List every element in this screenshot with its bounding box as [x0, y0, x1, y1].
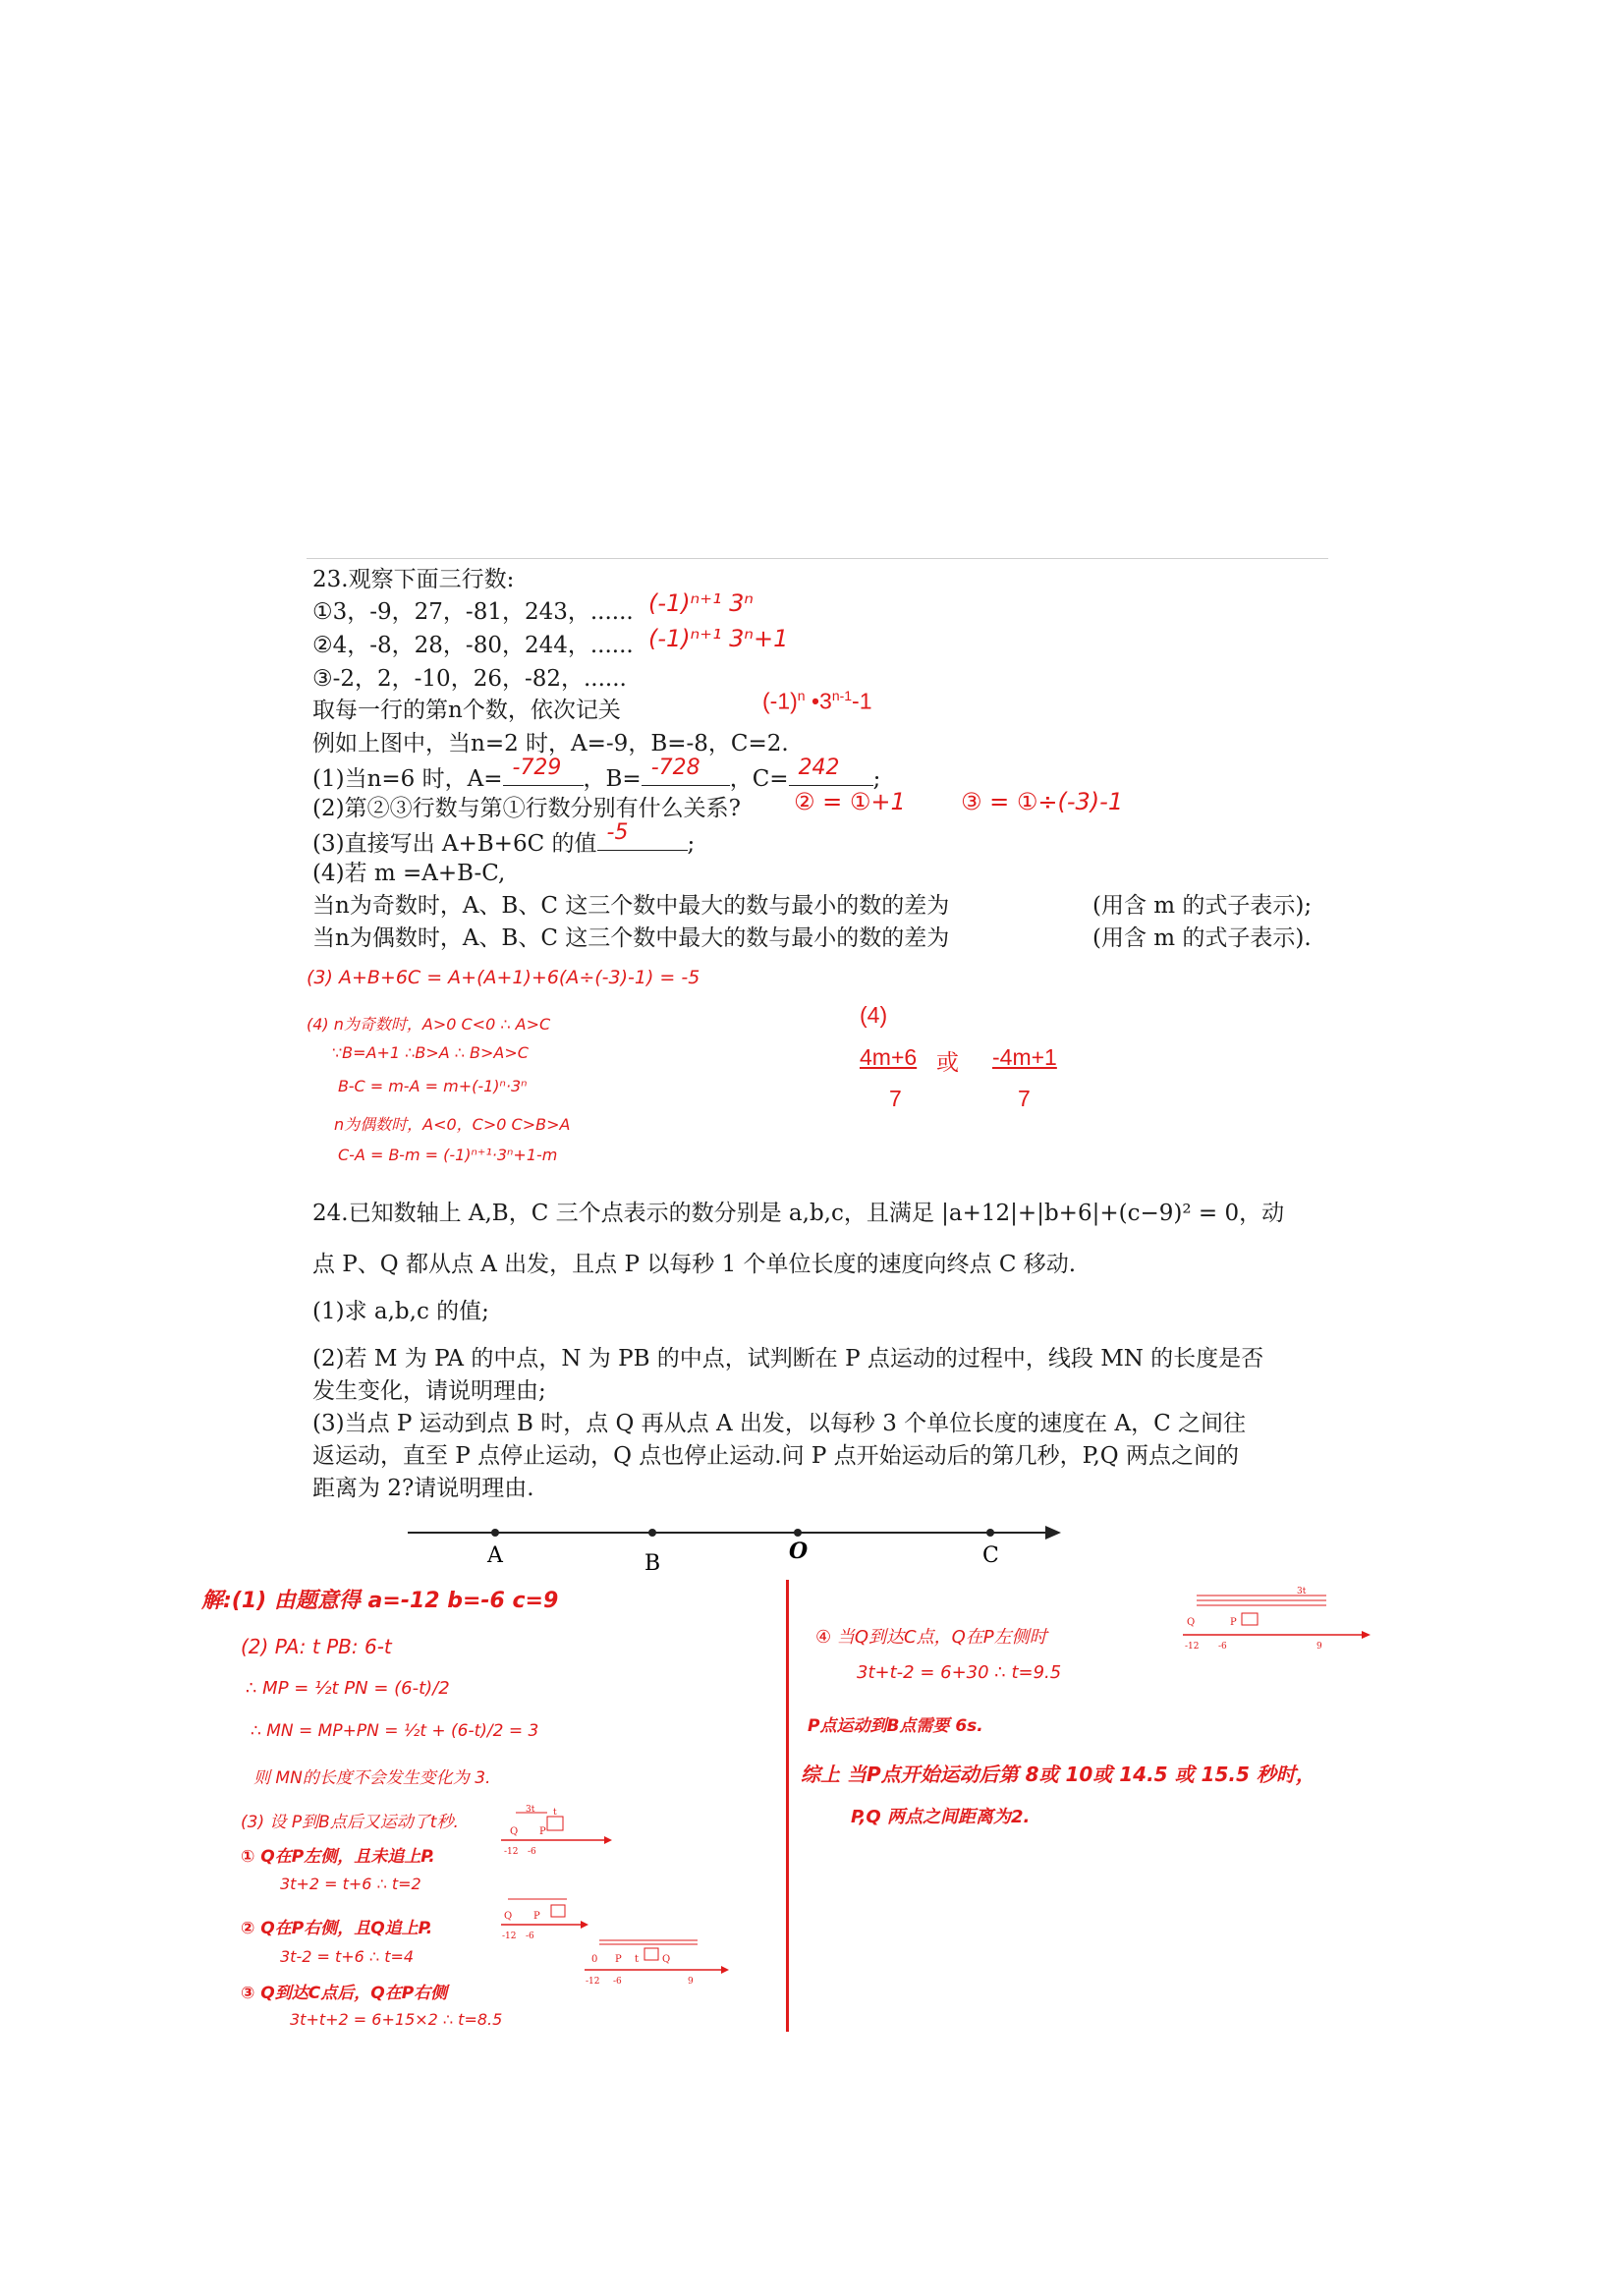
q24-part2-b: 发生变化，请说明理由; [312, 1378, 546, 1404]
q23-part3: (3)直接写出 A+B+6C 的值 -5 ; [312, 820, 696, 857]
sol-left-8: 3t+2 = t+6 ∴ t=2 [280, 1875, 421, 1893]
q23-row2: ②4，-8，28，-80，244，...... [312, 633, 634, 658]
q23-example: 例如上图中，当n=2 时，A=-9，B=-8，C=2. [312, 731, 789, 756]
p2-answer-a: ② = ①+1 [794, 788, 906, 815]
solution-divider [786, 1580, 789, 2032]
svg-text:-12: -12 [586, 1977, 600, 1987]
svg-text:-12: -12 [504, 1847, 519, 1857]
svg-text:-6: -6 [526, 1932, 534, 1941]
sol-left-5: 则 MN的长度不会发生变化为 3. [253, 1768, 491, 1788]
q23-part4-even-end: (用含 m 的式子表示). [1092, 925, 1312, 951]
svg-text:-6: -6 [1218, 1642, 1227, 1652]
svg-text:-6: -6 [613, 1977, 622, 1987]
sol-left-12: 3t+t+2 = 6+15×2 ∴ t=8.5 [290, 2010, 503, 2029]
sol-left-7: ① Q在P左侧，且未追上P. [241, 1847, 435, 1867]
svg-text:Q: Q [662, 1954, 671, 1965]
svg-text:Q: Q [504, 1911, 513, 1922]
svg-text:9: 9 [688, 1977, 694, 1987]
label-o: O [789, 1539, 809, 1564]
sol-left-3: ∴ MP = ½t PN = (6-t)/2 [246, 1678, 450, 1699]
label-a: A [487, 1543, 503, 1568]
q23-part1: (1)当n=6 时，A= -729 ，B= -728 ，C= 242 ; [312, 756, 881, 792]
svg-text:3t: 3t [526, 1805, 535, 1815]
svg-text:-12: -12 [502, 1932, 517, 1941]
svg-text:Q: Q [510, 1826, 519, 1837]
sol-right-5: P,Q 两点之间距离为2. [851, 1807, 1031, 1827]
row2-formula: (-1)ⁿ⁺¹ 3ⁿ+1 [648, 625, 789, 652]
q23-row1: ①3，-9，27，-81，243，...... [312, 599, 634, 625]
row3-formula: $(-1)^n$ •3$^{n-1}$-1 [762, 688, 872, 714]
sol-right-4: 综上 当P点开始运动后第 8或 10或 14.5 或 15.5 秒时， [801, 1763, 1315, 1786]
blank-a: -729 [503, 761, 584, 786]
work-3: (3) A+B+6C = A+(A+1)+6(A÷(-3)-1) = -5 [307, 967, 700, 988]
q23-title: 23.观察下面三行数: [312, 567, 515, 592]
q24-part3-a: (3)当点 P 运动到点 B 时，点 Q 再从点 A 出发，以每秒 3 个单位长度的速度在 A，C 之间往 [312, 1411, 1246, 1436]
sol-right-1: ④ 当Q到达C点，Q在P左侧时 [815, 1627, 1047, 1648]
sol-left-6: (3) 设 P到B点后又运动了t秒. [241, 1813, 459, 1832]
sketch-case-4 [1179, 1584, 1375, 1652]
work-4-line-5: C-A = B-m = (-1)ⁿ⁺¹·3ⁿ+1-m [338, 1146, 558, 1164]
q23-row3: ③-2，2，-10，26，-82，...... [312, 666, 627, 692]
typed-4-or: 或 [936, 1049, 959, 1075]
work-4-line-1: (4) n为奇数时，A>0 C<0 ∴ A>C [307, 1015, 551, 1034]
work-4-line-2: ∵B=A+1 ∴B>A ∴ B>A>C [332, 1043, 529, 1062]
svg-text:3t: 3t [1297, 1587, 1307, 1596]
typed-4-den1: 7 [889, 1086, 902, 1111]
svg-text:P: P [615, 1954, 622, 1965]
p2-answer-b: ③ = ①÷(-3)-1 [961, 788, 1124, 815]
typed-4-den2: 7 [1018, 1086, 1031, 1111]
work-4-line-3: B-C = m-A = m+(-1)ⁿ·3ⁿ [338, 1077, 528, 1095]
sol-left-4: ∴ MN = MP+PN = ½t + (6-t)/2 = 3 [251, 1721, 539, 1741]
q23-take: 取每一行的第n个数，依次记关 [312, 698, 621, 723]
q23-part4-even: 当n为偶数时，A、B、C 这三个数中最大的数与最小的数的差为 [312, 925, 950, 951]
q23-part4: (4)若 m =A+B-C, [312, 861, 506, 886]
point-b [648, 1529, 656, 1537]
sol-right-2: 3t+t-2 = 6+30 ∴ t=9.5 [857, 1662, 1062, 1683]
label-c: C [982, 1543, 999, 1568]
svg-text:-6: -6 [528, 1847, 536, 1857]
point-c [986, 1529, 994, 1537]
q24-part3-c: 距离为 2?请说明理由. [312, 1476, 534, 1501]
svg-text:t: t [635, 1954, 640, 1965]
sol-left-9: ② Q在P右侧，且Q追上P. [241, 1919, 433, 1938]
axis-arrow-icon [1045, 1526, 1061, 1540]
sketch-case-1 [496, 1803, 614, 1862]
point-o [794, 1529, 802, 1537]
top-rule [307, 558, 1328, 559]
svg-text:P: P [1230, 1617, 1237, 1628]
typed-4-label: (4) [860, 1002, 888, 1028]
svg-text:P: P [539, 1826, 546, 1837]
typed-4-num2: -4m+1 [992, 1044, 1057, 1070]
q24-line1: 24.已知数轴上 A,B，C 三个点表示的数分别是 a,b,c，且满足 |a+12|+|b+6|+(c−9)² = 0，动 [312, 1201, 1285, 1226]
svg-text:Q: Q [1187, 1617, 1196, 1628]
row1-formula: (-1)ⁿ⁺¹ 3ⁿ [648, 589, 754, 617]
blank-c: 242 [789, 761, 873, 786]
svg-text:0: 0 [591, 1954, 598, 1965]
label-b: B [644, 1551, 661, 1576]
q23-part4-odd: 当n为奇数时，A、B、C 这三个数中最大的数与最小的数的差为 [312, 893, 950, 919]
sol-right-3: P点运动到B点需要 6s. [808, 1716, 983, 1736]
q23-part2: (2)第②③行数与第①行数分别有什么关系? [312, 796, 741, 821]
q24-part3-b: 返运动，直至 P 点停止运动，Q 点也停止运动.问 P 点开始运动后的第几秒，P,Q 两点之间的 [312, 1443, 1239, 1469]
blank-b: -728 [642, 761, 730, 786]
sol-left-10: 3t-2 = t+6 ∴ t=4 [280, 1947, 415, 1966]
work-4-line-4: n为偶数时，A<0，C>0 C>B>A [334, 1115, 571, 1134]
q24-part1: (1)求 a,b,c 的值; [312, 1299, 489, 1324]
svg-text:t: t [553, 1808, 557, 1818]
number-line [393, 1513, 1081, 1582]
svg-text:P: P [533, 1911, 540, 1922]
sol-left-1: 解:(1) 由题意得 a=-12 b=-6 c=9 [201, 1589, 559, 1613]
q23-part4-odd-end: (用含 m 的式子表示); [1092, 893, 1313, 919]
point-a [491, 1529, 499, 1537]
sol-left-2: (2) PA: t PB: 6-t [241, 1635, 392, 1658]
sol-left-11: ③ Q到达C点后，Q在P右侧 [241, 1984, 448, 2003]
typed-4-num1: 4m+6 [860, 1044, 918, 1070]
q24-line2: 点 P、Q 都从点 A 出发，且点 P 以每秒 1 个单位长度的速度向终点 C 移动. [312, 1252, 1077, 1277]
svg-text:-12: -12 [1185, 1642, 1200, 1652]
blank-p3: -5 [597, 826, 688, 851]
sketch-case-3 [580, 1931, 737, 1989]
svg-text:9: 9 [1316, 1642, 1322, 1652]
q24-part2-a: (2)若 M 为 PA 的中点，N 为 PB 的中点，试判断在 P 点运动的过程中，线段 MN 的长度是否 [312, 1346, 1264, 1372]
